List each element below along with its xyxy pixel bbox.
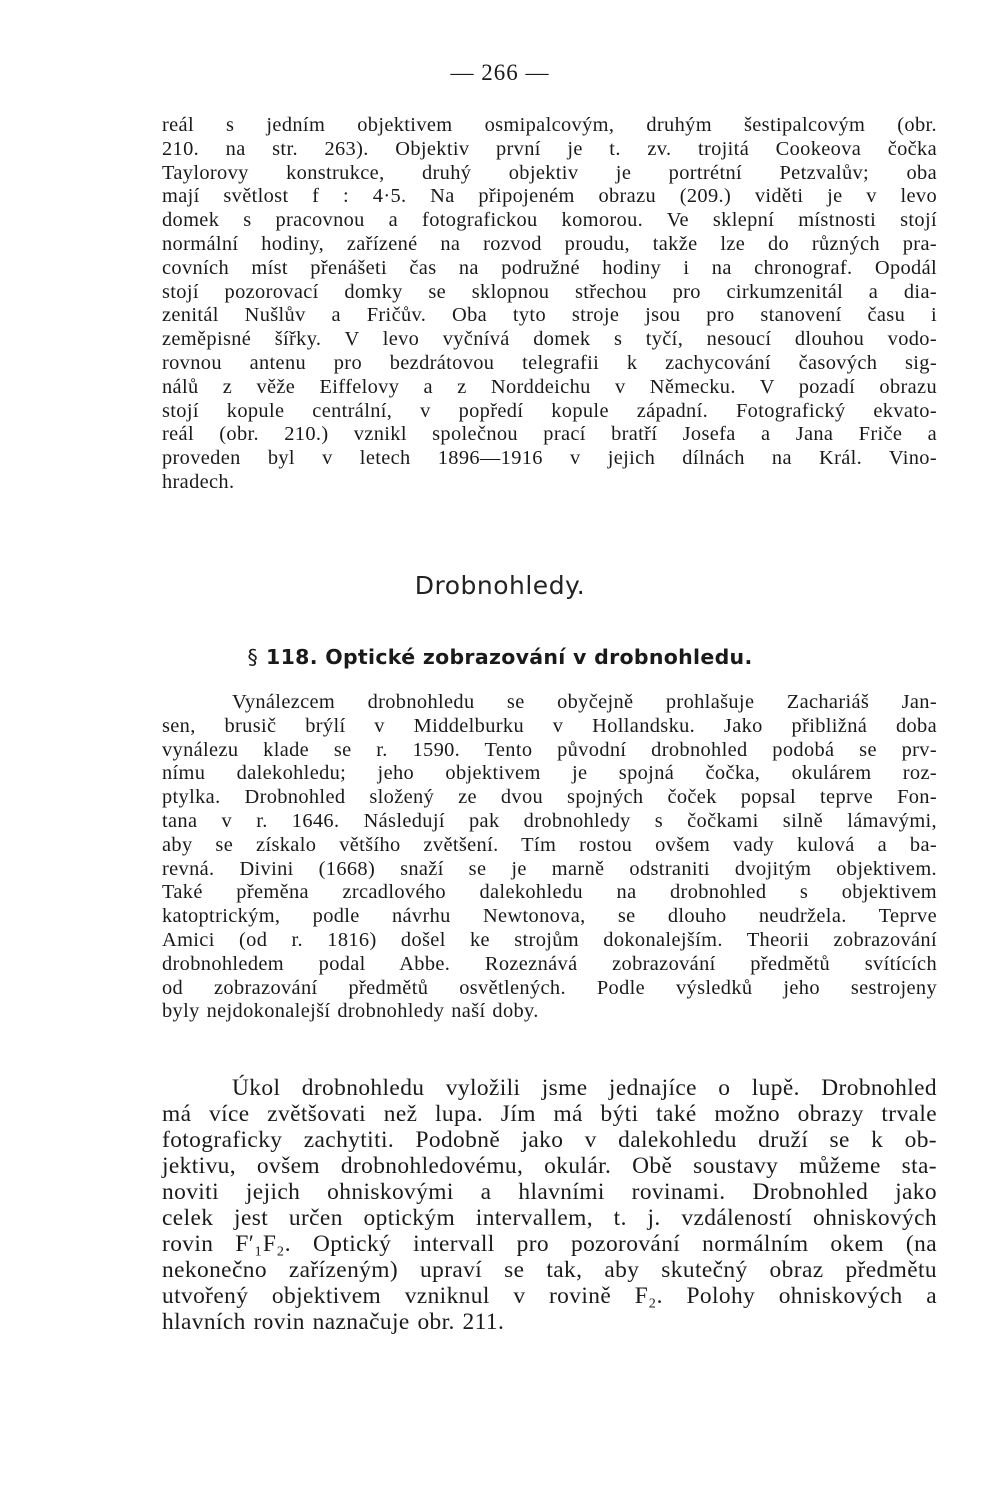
text-line: ptylka. Drobnohled složený ze dvou spojných čoček popsal teprve Fon-: [162, 786, 937, 809]
text-line: revná. Divini (1668) snaží se je marně odstraniti dvojitým objektivem.: [162, 857, 937, 880]
text-line: sen, brusič brýlí v Middelburku v Hollandsku. Jako přibližná doba: [162, 714, 937, 737]
text-line: má více zvětšovati než lupa. Jím má býti také možno obrazy trvale: [162, 1101, 937, 1127]
text-line: celek jest určen optickým intervallem, t. j. vzdáleností ohniskových: [162, 1205, 937, 1231]
subsection-title: [0, 645, 1000, 669]
text-line: Taylorovy konstrukce, druhý objektiv je portrétní Petzvalův; oba: [162, 161, 937, 184]
text-line: stojí pozorovací domky se sklopnou střechou pro cirkumzenitál a dia-: [162, 280, 937, 303]
paragraph-microscope-task: [162, 1075, 937, 1335]
text-line: Úkol drobnohledu vyložili jsme jednajíce o lupě. Drobnohled: [232, 1075, 937, 1101]
text-line: fotograficky zachytiti. Podobně jako v dalekohledu druží se k ob-: [162, 1127, 937, 1153]
text-line: domek s pracovnou a fotografickou komorou. Ve sklepní místnosti stojí: [162, 209, 937, 232]
text-line: utvořený objektivem vzniknul v rovině F₂. Polohy ohniskových a: [162, 1283, 937, 1309]
text-line: mají světlost f : 4·5. Na připojeném obrazu (209.) viděti je v levo: [162, 185, 937, 208]
section-sign: §: [247, 645, 259, 669]
text-line: zeměpisné šířky. V levo vyčnívá domek s tyčí, nesoucí dlouhou vodo-: [162, 328, 937, 351]
text-line: jektivu, ovšem drobnohledovému, okulár. Obě soustavy můžeme sta-: [162, 1153, 937, 1179]
text-line: 210. na str. 263). Objektiv první je t. zv. trojitá Cookeova čočka: [162, 137, 937, 160]
text-line: aby se získalo většího zvětšení. Tím rostou ovšem vady kulová a ba-: [162, 833, 937, 856]
text-line: rovin F′₁F₂. Optický intervall pro pozorování normálním okem (na: [162, 1231, 937, 1257]
text-line: drobnohledem podal Abbe. Rozeznává zobrazování předmětů svítících: [162, 952, 937, 975]
text-line: katoptrickým, podle návrhu Newtonova, se dlouho neudržela. Teprve: [162, 905, 937, 928]
text-line: od zobrazování předmětů osvětlených. Podle výsledků jeho sestrojeny: [162, 976, 937, 999]
text-line: rovnou antenu pro bezdrátovou telegrafii k zachycování časových sig-: [162, 351, 937, 374]
text-line: noviti jejich ohniskovými a hlavními rovinami. Drobnohled jako: [162, 1179, 937, 1205]
page-number: — 266 —: [450, 60, 550, 85]
section-title: Drobnohledy.: [414, 571, 586, 600]
subsection-title-text: 118. Optické zobrazování v drobnohledu.: [266, 645, 753, 669]
text-line: proveden byl v letech 1896—1916 v jejich dílnách na Král. Vino-: [162, 447, 937, 470]
text-line: reál (obr. 210.) vznikl společnou prací bratří Josefa a Jana Friče a: [162, 423, 937, 446]
text-line: normální hodiny, zařízené na rozvod proudu, takže lze do různých pra-: [162, 232, 937, 255]
text-line: tana v r. 1646. Následují pak drobnohledy s čočkami silně lámavými,: [162, 809, 937, 832]
text-line: zenitál Nušlův a Fričův. Oba tyto stroje jsou pro stanovení času i: [162, 304, 937, 327]
text-line: byly nejdokonalejší drobnohledy naší doby.: [162, 1000, 539, 1023]
text-line: nímu dalekohledu; jeho objektivem je spojná čočka, okulárem roz-: [162, 762, 937, 785]
paragraph-observatory: [162, 114, 937, 495]
text-line: reál s jedním objektivem osmipalcovým, druhým šestipalcovým (obr.: [162, 114, 937, 136]
text-line: Amici (od r. 1816) došel ke strojům dokonalejším. Theorii zobrazování: [162, 928, 937, 951]
text-line: Také přeměna zrcadlového dalekohledu na drobnohled s objektivem: [162, 881, 937, 904]
text-line: nekonečno zařízeným) upraví se tak, aby skutečný obraz předmětu: [162, 1257, 937, 1283]
text-line: covních míst přenášeti čas na podružné hodiny i na chronograf. Opodál: [162, 256, 937, 279]
text-line: Vynálezcem drobnohledu se obyčejně prohlašuje Zachariáš Jan-: [232, 691, 937, 713]
text-line: stojí kopule centrální, v popředí kopule západní. Fotografický ekvato-: [162, 399, 937, 422]
text-line: nálů z věže Eiffelovy a z Norddeichu v Německu. V pozadí obrazu: [162, 375, 937, 398]
text-line: hradech.: [162, 470, 235, 493]
text-line: hlavních rovin naznačuje obr. 211.: [162, 1309, 505, 1335]
paragraph-history: [162, 691, 937, 1024]
text-line: vynálezu klade se r. 1590. Tento původní drobnohled podobá se prv-: [162, 738, 937, 761]
